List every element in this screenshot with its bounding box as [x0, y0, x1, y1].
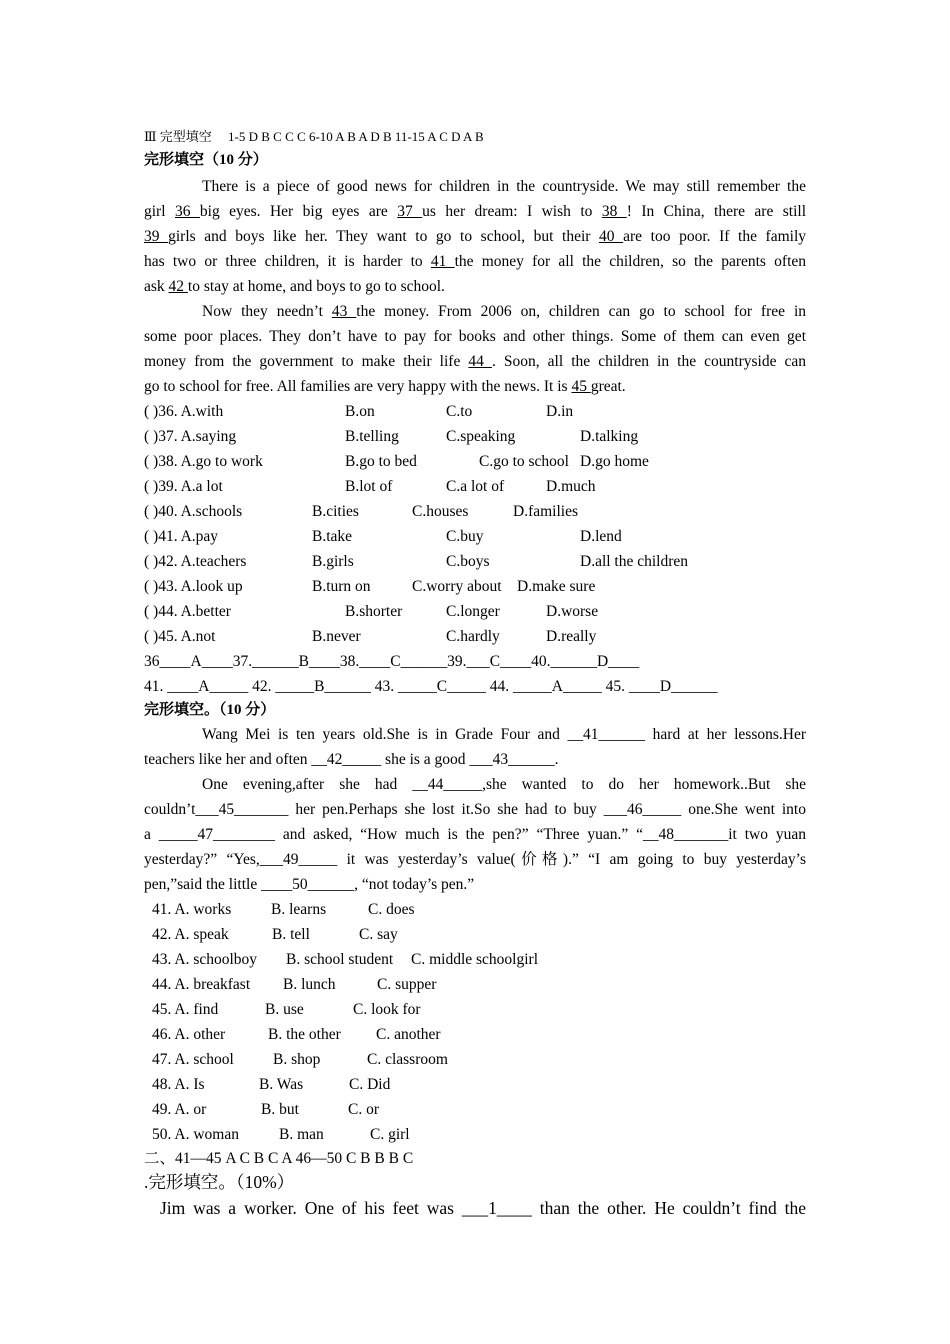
passage1-line: girl 36 big eyes. Her big eyes are 37 us her dream: I wish to 38 ! In China, there are still: [144, 203, 807, 220]
section-title-3: .完形填空。（10%）: [144, 1172, 295, 1192]
blank-40: 40: [599, 228, 624, 245]
blank-44: 44: [468, 353, 492, 370]
answer-key-row: 36____A____37.______B____38.____C______39.___C____40.______D____: [144, 653, 640, 670]
passage1-line: ask 42 to stay at home, and boys to go to school.: [144, 278, 445, 295]
passage3-line: Jim was a worker. One of his feet was ___1____ than the other. He couldn’t find the: [160, 1198, 806, 1218]
passage1-line: has two or three children, it is harder to 41 the money for all the children, so the parents often: [144, 253, 806, 270]
blank-37: 37: [397, 203, 423, 220]
passage2-line: a _____47________ and asked, “How much is the pen?” “Three yuan.” “__48_______it two yuan: [144, 826, 806, 843]
passage1-line: Now they needn’t 43 the money. From 2006 on, children can go to school for free in: [202, 303, 807, 320]
answer-key-line-1: Ⅲ 完型填空 1-5 D B C C C 6-10 A B A D B 11-15 A C D A B: [144, 129, 484, 144]
passage1-line: some poor places. They don’t have to pay for books and other things. Some of them can even get: [144, 328, 806, 345]
document-page: Ⅲ 完型填空 1-5 D B C C C 6-10 A B A D B 11-15 A C D A B 完形填空（10 分） There is a piece of good news for children in the countryside. We may still remember the girl 36 big eyes. Her big eyes are 37 us her dream: I wish to 38 ! In China, there are still 39 girls and boys like her. They want to go to school, but their 40 are too poor. If the family has two or three children, it is harder to 41 the money for all the children, so the parents often ask 42 to stay at home, and boys to go to school. Now they needn’t 43 the money. From 2006 on, children can go to school for free in some poor places. They don’t have to pay for books and other things. Some of them can even get money from the government to make their life 44 . Soon, all the children in the countryside can go to school for free. All families are very happy with the news. It is 45 great. ( )36. A.with B.on C.to D.in ( )37. A.saying B.telling C.speaking D.talking ( )38. A.go to work B.go to bed C.go to school D.go home ( )39. A.a lot B.lot of C.a lot of D.much ( )40. A.schools B.cities C.houses D.families ( )41. A.pay B.take C.buy D.lend ( )42. A.teachers B.girls C.boys D.all the children ( )43. A.look up B.turn on C.worry about D.make sure ( )44. A.better B.shorter C.longer D.worse ( )45. A.not B.never C.hardly D.really 36____A____37.______B____38.____C______39.___C____40.______D____ 41. ____A_____ 42. _____B______ 43. _____C_____ 44. _____A_____ 45. ____D______ 完形填空。（10 分） Wang Mei is ten years old.She is in Grade Four and __41______ hard at her lessons.Her teachers like her and often __42_____ she is a good ___43______. One evening,after she had __44_____,she wanted to do her homework..But she couldn’t___45_______ her pen.Perhaps she lost it.So she had to buy ___46_____ one.She went into a _____47________ and asked, “How much is the pen?” “Three yuan.” “__48_______it two yuan yesterday?” “Yes,___49_____ it was yesterday’s value(价格).” “I am going to buy yesterday’s pen,”said the little ____50______, “not today’s pen.” 41. A. works B. learns C. does 42. A. speak B. tell C. say 43. A. schoolboy B. school student C. middle schoolgirl 44. A. breakfast B. lunch C. supper 45. A. find B. use C. look for 46. A. other B. the other C. another 47. A. school B. shop C. classroom 48. A. Is B. Was C. Did 49. A. or B. but C. or 50. A. woman B. man C. girl 二、41—45 A C B C A 46—50 C B B B C .完形填空。（10%） Jim was a worker. One of his feet was ___1____ than the other. He couldn’t find the: [0, 0, 950, 1344]
blank-45: 45: [571, 378, 591, 395]
section-title-2: 完形填空。（10 分）: [144, 702, 276, 718]
blank-39: 39: [144, 228, 169, 245]
blank-38: 38: [601, 203, 627, 220]
answer-key-line-2: 二、41—45 A C B C A 46—50 C B B B C: [144, 1150, 414, 1167]
blank-43: 43: [331, 303, 357, 320]
blank-36: 36: [174, 203, 200, 220]
section-title-1: 完形填空（10 分）: [144, 152, 268, 168]
passage1-line: go to school for free. All families are very happy with the news. It is 45 great.: [144, 378, 626, 395]
passage2-line: teachers like her and often __42_____ she is a good ___43______.: [144, 751, 559, 768]
blank-41: 41: [430, 253, 455, 270]
passage2-line: pen,”said the little ____50______, “not today’s pen.”: [144, 876, 475, 893]
passage2-line: One evening,after she had __44_____,she wanted to do her homework..But she: [202, 776, 806, 793]
blank-42: 42: [168, 278, 188, 295]
passage1-line: money from the government to make their life 44 . Soon, all the children in the countryside can: [144, 353, 807, 370]
answer-key-row: 41. ____A_____ 42. _____B______ 43. _____C_____ 44. _____A_____ 45. ____D______: [144, 678, 718, 695]
passage2-line: yesterday?” “Yes,___49_____ it was yesterday’s value(价格).” “I am going to buy yesterday’s: [144, 851, 806, 868]
passage1-line: There is a piece of good news for children in the countryside. We may still remember the: [202, 178, 806, 195]
passage2-line: Wang Mei is ten years old.She is in Grade Four and __41______ hard at her lessons.Her: [202, 726, 806, 743]
passage2-line: couldn’t___45_______ her pen.Perhaps she lost it.So she had to buy ___46_____ one.She went into: [144, 801, 806, 818]
passage1-line: 39 girls and boys like her. They want to go to school, but their 40 are too poor. If the family: [144, 228, 807, 245]
